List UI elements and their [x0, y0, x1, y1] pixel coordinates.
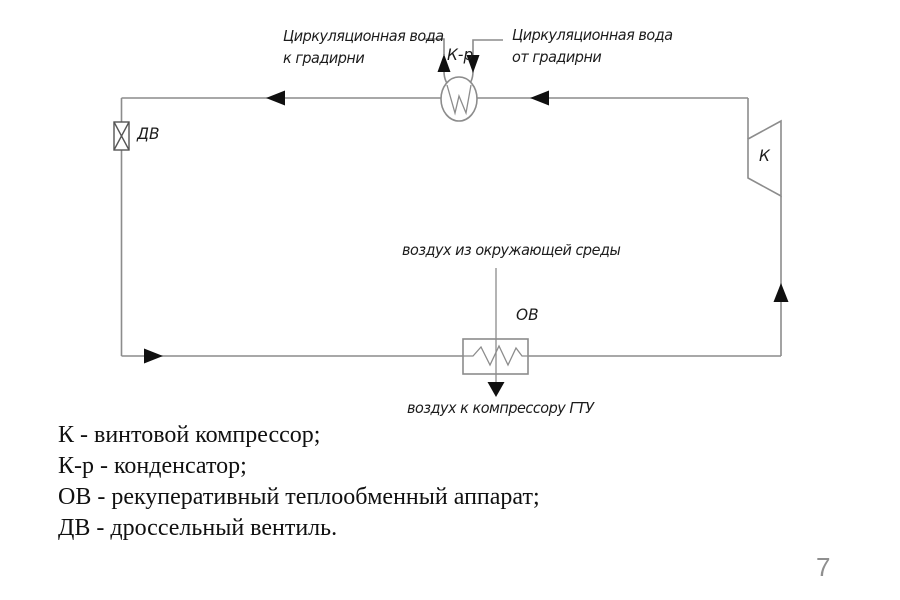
label-condenser-tag: К-р [447, 45, 474, 64]
page-number: 7 [816, 552, 831, 582]
label-water-from-tower-line1: Циркуляционная вода [512, 26, 673, 44]
condenser-symbol [441, 77, 477, 121]
legend [58, 420, 540, 544]
pipe-water-in [473, 40, 503, 55]
air-out-arrow-down-icon [488, 382, 505, 397]
legend-item-heat-exchanger: ОВ - рекуперативный теплообменный аппарат; [58, 484, 540, 510]
label-water-to-tower-line2: к градирни [283, 49, 365, 67]
label-water-from-tower-line2: от градирни [512, 48, 602, 66]
flow-arrow-up-icon [774, 283, 789, 302]
legend-item-throttle: ДВ - дроссельный вентиль. [58, 515, 338, 541]
label-compressor-tag: К [759, 146, 770, 165]
label-throttle-tag: ДВ [137, 124, 160, 143]
flow-arrow-left-icon [266, 91, 285, 106]
label-air-outlet: воздух к компрессору ГТУ [407, 399, 594, 417]
label-air-inlet: воздух из окружающей среды [402, 241, 621, 259]
label-heat-exchanger-tag: ОВ [516, 305, 539, 324]
flow-arrow-left-icon [530, 91, 549, 106]
legend-item-compressor: К - винтовой компрессор; [58, 422, 321, 448]
legend-item-condenser: К-р - конденсатор; [58, 453, 247, 479]
flow-arrow-right-icon [144, 349, 163, 364]
label-water-to-tower-line1: Циркуляционная вода [283, 27, 444, 45]
